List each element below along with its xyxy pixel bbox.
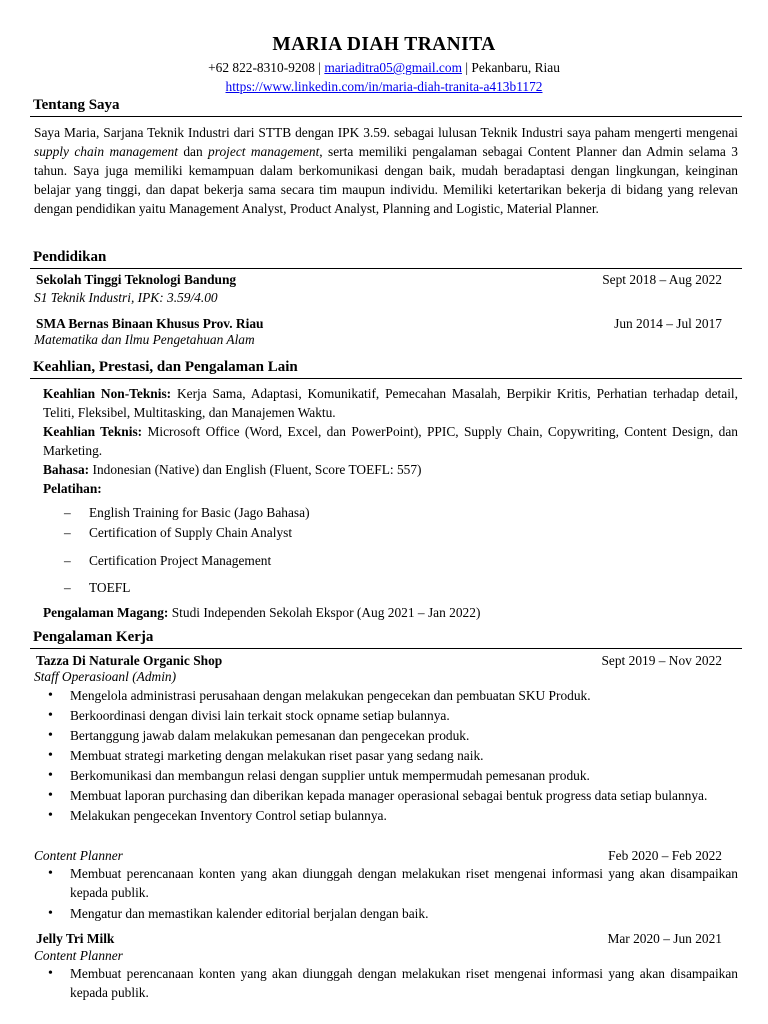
languages: Indonesian (Native) dan English (Fluent, Score TOEFL: 557) — [92, 462, 422, 477]
job-dates: Mar 2020 – Jun 2021 — [607, 931, 722, 946]
list-item: • Membuat perencanaan konten yang akan diunggah dengan melakukan riset mengenai informasi yang akan disampaikan kepada publik. — [40, 964, 738, 1002]
list-item: • Mengelola administrasi perusahaan dengan melakukan pengecekan dan pembuatan SKU Produk. — [40, 686, 738, 705]
training-label: Pelatihan: — [43, 481, 102, 496]
education-entry — [36, 270, 722, 289]
linkedin-link[interactable]: https://www.linkedin.com/in/maria-diah-tranita-a413b1172 — [225, 79, 543, 94]
list-item: • Berkomunikasi dan membangun relasi dengan supplier untuk mempermudah pemesanan produk. — [40, 766, 738, 785]
list-item: • Membuat laporan purchasing dan diberikan kepada manager operasional sebagai bentuk progress data setiap bulannya. — [40, 786, 738, 805]
list-item: • Membuat strategi marketing dengan melakukan riset pasar yang sedang naik. — [40, 746, 738, 765]
candidate-name: MARIA DIAH TRANITA — [272, 34, 496, 55]
location: Pekanbaru, Riau — [471, 60, 560, 75]
tech-label: Keahlian Teknis: — [43, 424, 143, 439]
training-item: – Certification Project Management — [64, 553, 272, 568]
list-item: • Bertanggung jawab dalam melakukan pemesanan dan pengecekan produk. — [40, 726, 738, 745]
skills-block — [43, 384, 738, 498]
job-duties-list — [40, 686, 738, 825]
contact-line — [0, 59, 768, 77]
company-name: Jelly Tri Milk — [36, 931, 115, 946]
education-dates: Sept 2018 – Aug 2022 — [602, 272, 722, 287]
phone-number: +62 822-8310-9208 — [208, 60, 315, 75]
section-heading-skills: Keahlian, Prestasi, dan Pengalaman Lain — [30, 357, 742, 379]
education-detail: Matematika dan Ilmu Pengetahuan Alam — [34, 332, 255, 347]
role-dates: Feb 2020 – Feb 2022 — [608, 848, 722, 863]
about-paragraph: Saya Maria, Sarjana Teknik Industri dari STTB dengan IPK 3.59. sebagai lulusan Teknik Industri saya paham mengerti mengenai supply chain management dan project management, serta memiliki pengalaman sebagai Content Planner dan Admin selama 3 tahun. Saya juga memiliki kemampuan dalam berkomunikasi dengan baik, mudah beradaptasi dengan lingkungan, keinginan belajar yang tinggi, dan dapat bekerja sama secara tim maupun individu. Memiliki ketertarikan bekerja di bidang yang relevan dengan pendidikan yaitu Management Analyst, Product Analyst, Planning and Logistic, Material Planner. — [34, 125, 738, 216]
nontech-skills: Kerja Sama, Adaptasi, Komunikatif, Pemecahan Masalah, Berpikir Kritis, Perhatian terhadap detail, Teliti, Fleksibel, Multitasking, dan Manajemen Waktu. — [43, 386, 738, 420]
job-dates: Sept 2019 – Nov 2022 — [601, 653, 722, 668]
job-duties-list — [40, 864, 738, 923]
education-dates: Jun 2014 – Jul 2017 — [614, 316, 722, 331]
tech-skills: Microsoft Office (Word, Excel, dan PowerPoint), PPIC, Supply Chain, Copywriting, Content Design, dan Marketing. — [43, 424, 738, 458]
separator: | — [318, 60, 321, 75]
school-name: Sekolah Tinggi Teknologi Bandung — [36, 272, 237, 287]
training-item: – English Training for Basic (Jago Bahasa) — [64, 505, 310, 520]
email-link[interactable]: mariaditra05@gmail.com — [324, 60, 462, 75]
section-heading-about: Tentang Saya — [30, 95, 742, 117]
section-heading-education: Pendidikan — [30, 247, 742, 269]
job-entry — [36, 929, 722, 948]
language-label: Bahasa: — [43, 462, 90, 477]
training-item: – TOEFL — [64, 580, 131, 595]
company-name: Tazza Di Naturale Organic Shop — [36, 653, 223, 668]
list-item: • Melakukan pengecekan Inventory Control setiap bulannya. — [40, 806, 738, 825]
list-item: • Berkoordinasi dengan divisi lain terkait stock opname setiap bulannya. — [40, 706, 738, 725]
section-heading-work: Pengalaman Kerja — [30, 627, 742, 649]
internship-line: Pengalaman Magang: Studi Independen Sekolah Ekspor (Aug 2021 – Jan 2022) — [43, 605, 481, 620]
separator: | — [465, 60, 469, 75]
list-item: • Membuat perencanaan konten yang akan diunggah dengan melakukan riset mengenai informasi yang akan disampaikan kepada publik. — [40, 864, 738, 902]
job-role: Content Planner — [34, 948, 123, 963]
job-role: Staff Operasioanl (Admin) — [34, 669, 177, 684]
job-role: Content Planner — [34, 848, 123, 863]
education-detail: S1 Teknik Industri, IPK: 3.59/4.00 — [34, 290, 218, 305]
role-entry — [34, 846, 722, 865]
nontech-label: Keahlian Non-Teknis: — [43, 386, 172, 401]
list-item: • Mengatur dan memastikan kalender editorial berjalan dengan baik. — [40, 904, 738, 923]
training-item: – Certification of Supply Chain Analyst — [64, 525, 293, 540]
job-duties-list — [40, 964, 738, 1002]
school-name: SMA Bernas Binaan Khusus Prov. Riau — [36, 316, 264, 331]
